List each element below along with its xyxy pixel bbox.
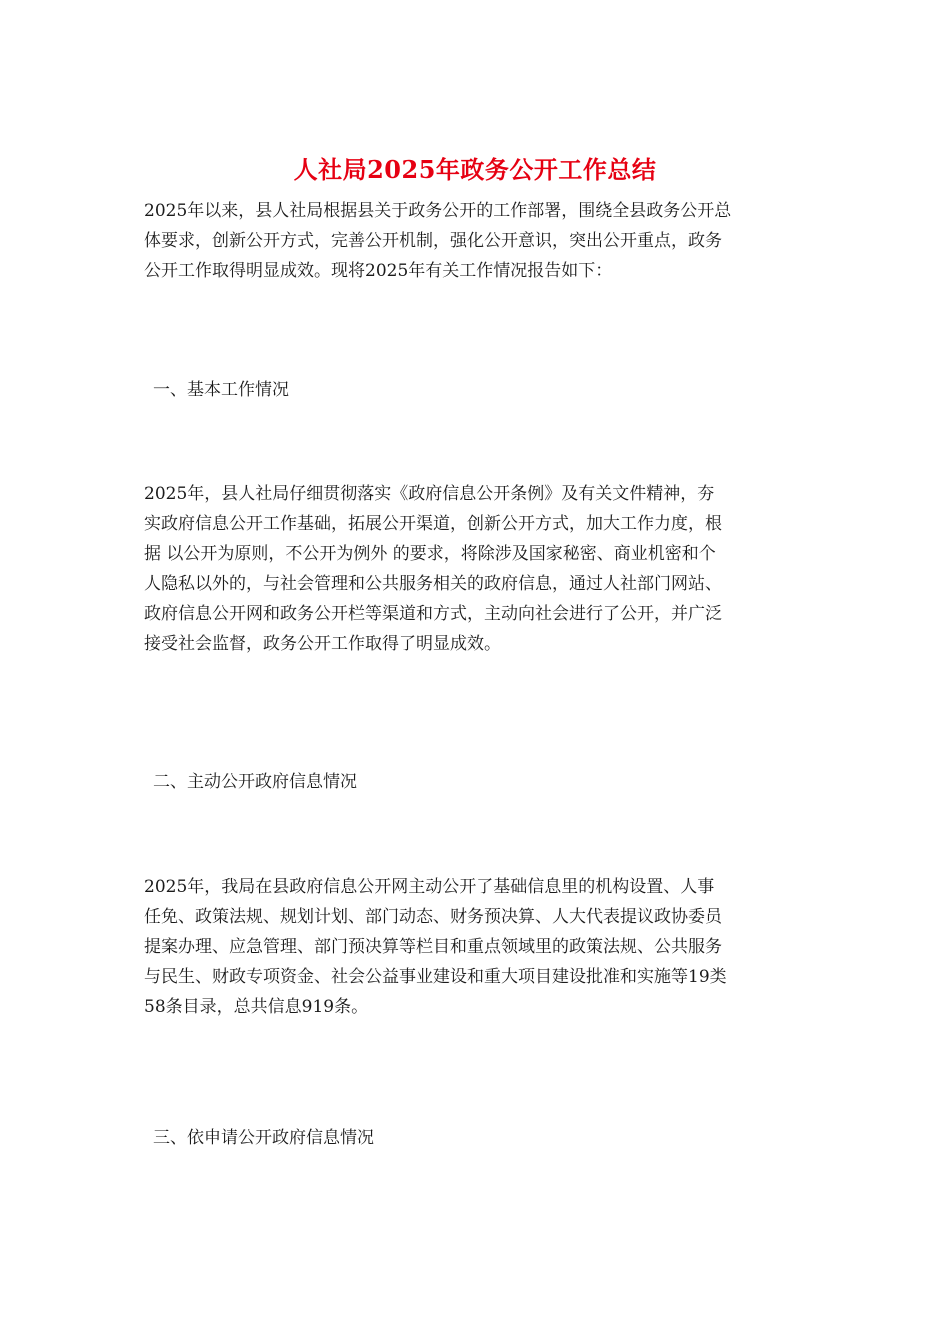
section2-line: 58条目录，总共信息919条。 [144, 997, 369, 1017]
intro-line: 2025年以来，县人社局根据县关于政务公开的工作部署，围绕全县政务公开总 [144, 201, 732, 221]
section1-line: 人隐私以外的，与社会管理和公共服务相关的政府信息，通过人社部门网站、 [144, 574, 722, 594]
section-heading-basic-work: 一、基本工作情况 [153, 380, 289, 400]
intro-line: 体要求，创新公开方式，完善公开机制，强化公开意识，突出公开重点，政务 [144, 231, 722, 251]
section1-line: 实政府信息公开工作基础，拓展公开渠道，创新公开方式，加大工作力度，根 [144, 514, 722, 534]
section2-line: 与民生、财政专项资金、社会公益事业建设和重大项目建设批准和实施等19类 [144, 967, 727, 987]
section2-line: 2025年，我局在县政府信息公开网主动公开了基础信息里的机构设置、人事 [144, 877, 715, 897]
section1-paragraph [144, 479, 804, 659]
intro-paragraph [144, 196, 804, 286]
intro-line: 公开工作取得明显成效。现将2025年有关工作情况报告如下： [144, 261, 613, 281]
section-heading-request-disclosure: 三、依申请公开政府信息情况 [153, 1128, 374, 1148]
section1-line: 接受社会监督，政务公开工作取得了明显成效。 [144, 634, 501, 654]
section1-line: 政府信息公开网和政务公开栏等渠道和方式，主动向社会进行了公开，并广泛 [144, 604, 722, 624]
section2-paragraph [144, 872, 804, 1022]
document-title: 人社局2025年政务公开工作总结 [293, 155, 657, 184]
section-heading-active-disclosure: 二、主动公开政府信息情况 [153, 772, 357, 792]
section2-line: 任免、政策法规、规划计划、部门动态、财务预决算、人大代表提议政协委员 [144, 907, 722, 927]
section1-line: 2025年，县人社局仔细贯彻落实《政府信息公开条例》及有关文件精神，夯 [144, 484, 715, 504]
section1-line: 据 以公开为原则，不公开为例外 的要求，将除涉及国家秘密、商业机密和个 [144, 544, 716, 564]
section2-line: 提案办理、应急管理、部门预决算等栏目和重点领域里的政策法规、公共服务 [144, 937, 722, 957]
